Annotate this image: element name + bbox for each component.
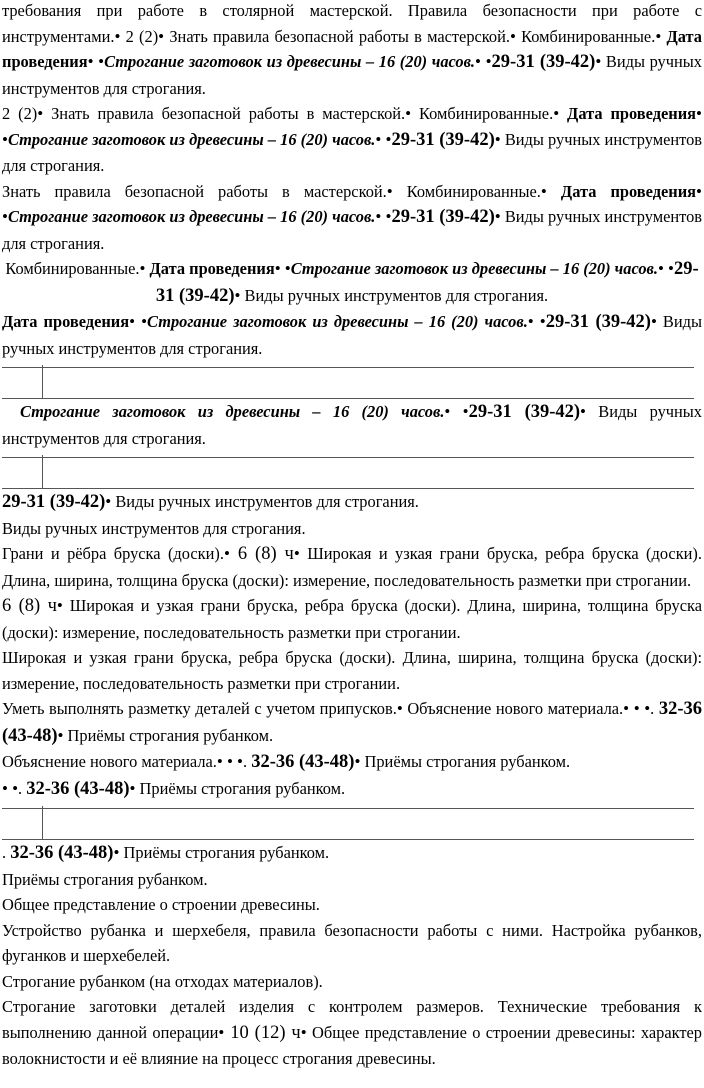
- bullet-icon: •: [527, 312, 534, 331]
- document-page: [2, 0, 702, 1072]
- bullet-icon: •: [405, 104, 412, 123]
- paragraph-text: Строгание рубанком (на отходах материалов).: [2, 971, 323, 991]
- document-paragraph: [2, 101, 702, 179]
- hours-count: 6 (8) ч: [229, 544, 294, 564]
- bullet-icon: •: [657, 259, 664, 278]
- table-border: [2, 488, 694, 489]
- paragraph-text: Комбинированные.: [515, 26, 656, 46]
- document-paragraph: [2, 918, 702, 969]
- lesson-number: 32-36 (43-48): [2, 699, 702, 746]
- table-border: [2, 839, 694, 840]
- section-title: Строгание заготовок из древесины – 16 (20) часов.: [7, 207, 376, 226]
- paragraph-text: Комбинированные.: [392, 181, 541, 201]
- paragraph-text: [450, 402, 462, 421]
- lesson-number: 32-36 (43-48): [10, 843, 114, 863]
- document-paragraph: [2, 0, 702, 101]
- document-paragraph: [2, 840, 702, 867]
- paragraph-text: Виды ручных инструментов для строгания.: [2, 402, 702, 448]
- bullet-icon: •: [696, 181, 702, 201]
- bullet-icon: •: [509, 26, 516, 46]
- bullet-icon: •: [494, 207, 501, 226]
- lesson-number: 29-31 (39-42): [491, 52, 596, 72]
- bold-label: Дата проведения: [559, 104, 697, 123]
- bullet-icon: •: [539, 312, 546, 331]
- section-title: Строгание заготовок из древесины – 16 (20) часов.: [147, 312, 528, 331]
- paragraph-text: .: [242, 752, 252, 771]
- section-title: Строгание заготовок из древесины – 16 (20) часов.: [290, 259, 658, 278]
- paragraph-text: Объяснение нового материала.: [2, 752, 217, 771]
- paragraph-text: Комбинированные.: [411, 104, 554, 123]
- hours-count: 6 (8) ч: [2, 596, 57, 616]
- bullet-icon: •: [139, 259, 146, 278]
- lesson-number: 29-31 (39-42): [391, 129, 495, 150]
- paragraph-text: Виды ручных инструментов для строгания.: [2, 518, 306, 538]
- section-title: Строгание заготовок из древесины – 16 (20) часов.: [104, 52, 475, 71]
- table-cell-border: [42, 806, 43, 840]
- bullet-icon: •: [284, 259, 291, 278]
- paragraph-text: Широкая и узкая грани бруска, ребра бруска (доски). Длина, ширина, толщина бруска (доски): измерение, последовательность разметки при строгании.: [2, 544, 702, 590]
- hours-count: 10 (12) ч: [224, 1022, 301, 1043]
- bullet-icon: •: [396, 699, 403, 718]
- bullet-icon: •: [580, 402, 586, 421]
- document-paragraph: [2, 309, 702, 361]
- bullet-icon: •: [216, 752, 223, 771]
- paragraph-text: требования при работе в столярной мастерской. Правила безопасности при работе с инструментами.: [2, 1, 702, 46]
- bold-label: Дата проведения: [546, 181, 697, 201]
- paragraph-text: Объяснение нового материала.: [402, 699, 624, 718]
- table-row-divider: [2, 806, 702, 840]
- bullet-icon: •: [485, 52, 492, 71]
- bullet-icon: •: [37, 104, 44, 123]
- paragraph-text: .: [650, 699, 659, 718]
- bullet-icon: •: [114, 26, 121, 46]
- bullet-icon: •: [141, 312, 148, 331]
- document-paragraph: [2, 593, 702, 645]
- document-paragraph: [2, 516, 702, 542]
- section-title: Строгание заготовок из древесины – 16 (20) часов.: [7, 129, 376, 149]
- bullet-icon: •: [2, 778, 8, 798]
- lesson-number: 29-31 (39-42): [391, 207, 495, 227]
- bullet-icon: •: [226, 752, 233, 771]
- bullet-icon: •: [354, 752, 361, 771]
- bullet-icon: •: [375, 129, 382, 149]
- paragraph-text: Виды ручных инструментов для строгания.: [240, 285, 549, 305]
- document-paragraph: [2, 969, 702, 995]
- bullet-icon: •: [237, 752, 243, 771]
- bullet-icon: •: [218, 1022, 225, 1042]
- bullet-icon: •: [300, 1022, 307, 1042]
- paragraph-text: Виды ручных инструментов для строгания.: [111, 492, 419, 511]
- paragraph-text: Уметь выполнять разметку деталей с учетом припусков.: [2, 699, 397, 718]
- table-border: [2, 367, 694, 368]
- bullet-icon: •: [696, 104, 702, 123]
- lesson-number: 29-31 (39-42): [468, 402, 581, 422]
- bullet-icon: •: [158, 26, 165, 46]
- paragraph-text: Приёмы строгания рубанком.: [135, 778, 346, 798]
- bullet-icon: •: [553, 104, 560, 123]
- document-paragraph: [2, 892, 702, 918]
- bullet-icon: •: [2, 129, 8, 149]
- document-paragraph: [2, 696, 702, 749]
- bullet-icon: •: [293, 544, 300, 563]
- table-border: [2, 808, 694, 809]
- paragraph-text: Строгание заготовки деталей изделия с контролем размеров. Технические требования к выполнению данной операции: [2, 997, 702, 1042]
- bullet-icon: •: [56, 596, 63, 615]
- paragraph-text: Приёмы строгания рубанком.: [2, 869, 208, 889]
- bullet-icon: •: [386, 181, 393, 201]
- bullet-icon: •: [385, 207, 392, 226]
- paragraph-text: Комбинированные.: [5, 259, 140, 278]
- bullet-icon: •: [12, 778, 19, 798]
- table-border: [2, 398, 694, 399]
- paragraph-text: Общее представление о строении древесины.: [2, 895, 320, 914]
- document-paragraph: [2, 645, 702, 696]
- paragraph-text: .: [2, 843, 11, 862]
- paragraph-text: Виды ручных инструментов для строгания.: [2, 129, 702, 175]
- table-row-divider: [2, 455, 702, 489]
- bullet-icon: •: [113, 843, 120, 862]
- document-paragraph: [2, 256, 702, 309]
- bullet-icon: •: [475, 52, 481, 71]
- bullet-icon: •: [98, 52, 105, 71]
- bold-label: Дата проведения: [145, 259, 275, 278]
- table-cell-border: [42, 455, 43, 489]
- bullet-icon: •: [385, 129, 392, 149]
- document-paragraph: [2, 867, 702, 893]
- bullet-icon: •: [644, 699, 651, 718]
- paragraph-text: .: [18, 778, 27, 798]
- bullet-icon: •: [105, 492, 112, 511]
- bullet-icon: •: [2, 207, 8, 226]
- lesson-number: 32-36 (43-48): [251, 752, 355, 772]
- paragraph-text: Общее представление о строении древесины: характер волокнистости и её влияние на процесс строгания древесины.: [2, 1022, 702, 1068]
- paragraph-text: Знать правила безопасной работы в мастерской.: [43, 104, 406, 123]
- bullet-icon: •: [462, 402, 469, 421]
- bullet-icon: •: [668, 259, 674, 278]
- document-paragraph: [2, 749, 702, 776]
- table-cell-border: [42, 365, 43, 399]
- bullet-icon: •: [650, 312, 657, 331]
- bullet-icon: •: [234, 285, 241, 305]
- bullet-icon: •: [129, 312, 136, 331]
- paragraph-text: Виды ручных инструментов для строгания.: [2, 52, 702, 98]
- table-border: [2, 457, 694, 458]
- lesson-number: 29-31 (39-42): [2, 492, 106, 512]
- paragraph-text: Приёмы строгания рубанком.: [119, 843, 330, 862]
- paragraph-text: Широкая и узкая грани бруска, ребра бруска (доски). Длина, ширина, толщина бруска (доски): измерение, последовательность разметки при строгании.: [2, 596, 702, 642]
- bullet-icon: •: [655, 26, 662, 46]
- bullet-icon: •: [87, 52, 94, 71]
- paragraph-text: 2 (2): [2, 104, 38, 123]
- paragraph-text: Знать правила безопасной работы в мастерской.: [2, 181, 387, 201]
- bullet-icon: •: [494, 129, 501, 149]
- bullet-icon: •: [623, 699, 630, 718]
- bullet-icon: •: [444, 402, 451, 421]
- paragraph-text: Знать правила безопасной работы в мастерской.: [164, 26, 510, 46]
- paragraph-text: Виды ручных инструментов для строгания.: [2, 207, 702, 253]
- document-paragraph: [2, 994, 702, 1072]
- bullet-icon: •: [223, 544, 230, 563]
- bold-label: Дата проведения: [2, 26, 702, 71]
- paragraph-text: Грани и рёбра бруска (доски).: [2, 544, 224, 563]
- paragraph-text: Приёмы строгания рубанком.: [63, 725, 274, 745]
- paragraph-text: Устройство рубанка и шерхебеля, правила безопасности работы с ними. Настройка рубанков, фуганков и шерхебелей.: [2, 920, 702, 965]
- document-paragraph: [2, 399, 702, 451]
- bullet-icon: •: [274, 259, 281, 278]
- paragraph-text: Широкая и узкая грани бруска, ребра бруска (доски). Длина, ширина, толщина бруска (доски): измерение, последовательность разметки при строгании.: [2, 648, 702, 693]
- lesson-number: 32-36 (43-48): [26, 778, 130, 799]
- lesson-number: 29-31 (39-42): [155, 259, 699, 306]
- bullet-icon: •: [633, 699, 640, 718]
- paragraph-text: Виды ручных инструментов для строгания.: [2, 312, 702, 358]
- document-paragraph: [2, 776, 702, 803]
- bullet-icon: •: [57, 725, 64, 745]
- table-row-divider: [2, 365, 702, 399]
- document-paragraph: [2, 489, 702, 516]
- document-paragraph: [2, 179, 702, 257]
- bullet-icon: •: [129, 778, 136, 798]
- bullet-icon: •: [595, 52, 602, 71]
- paragraph-text: Приёмы строгания рубанком.: [360, 752, 571, 771]
- bullet-icon: •: [375, 207, 382, 226]
- bullet-icon: •: [540, 181, 547, 201]
- paragraph-text: 2 (2): [120, 26, 159, 46]
- section-title: Строгание заготовок из древесины – 16 (20) часов.: [20, 402, 445, 421]
- lesson-number: 29-31 (39-42): [545, 312, 651, 332]
- bold-label: Дата проведения: [2, 312, 130, 331]
- document-paragraph: [2, 541, 702, 593]
